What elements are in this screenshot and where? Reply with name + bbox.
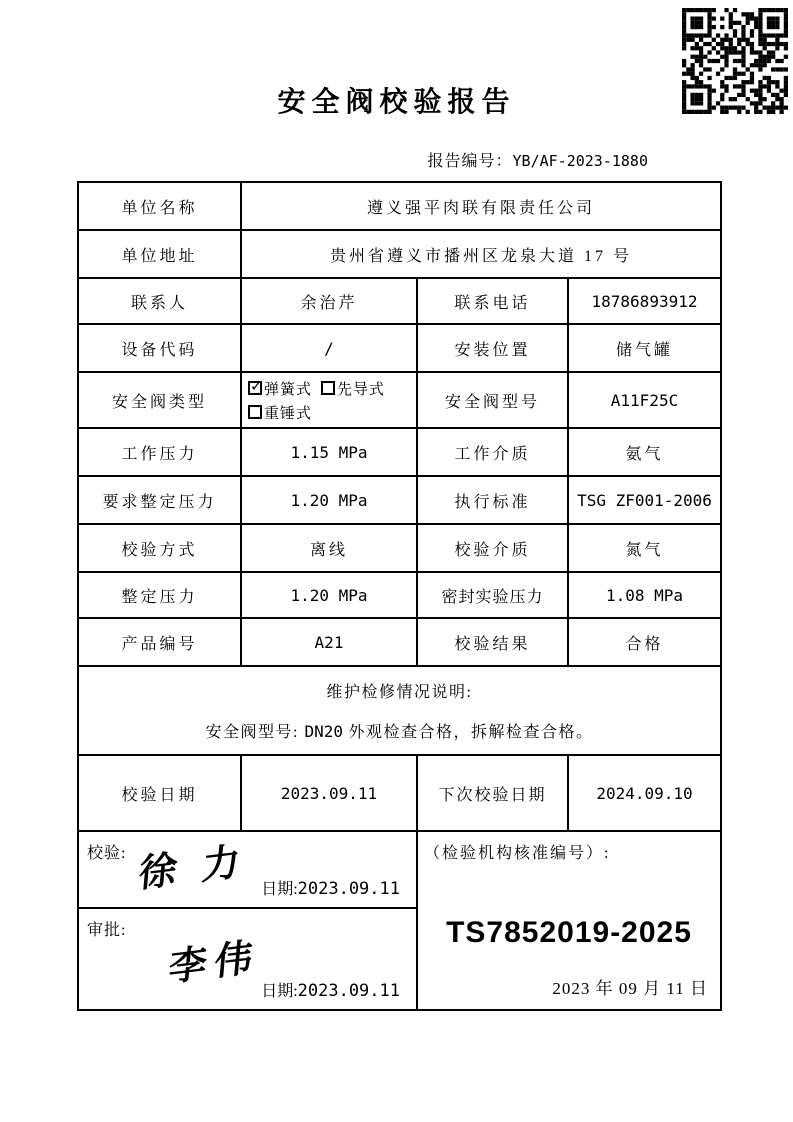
row-unit-name xyxy=(78,182,721,230)
report-number-value: YB/AF-2023-1880 xyxy=(512,152,648,170)
maintenance-note-text: 安全阀型号: DN20 外观检查合格，拆解检查合格。 xyxy=(205,722,594,741)
set-pressure-value: 1.20 MPa xyxy=(241,572,417,618)
calibration-date-value: 2023.09.11 xyxy=(241,755,417,831)
org-approval-number: TS7852019-2025 xyxy=(446,916,692,949)
row-unit-address xyxy=(78,230,721,278)
equipment-code-value: / xyxy=(241,324,417,372)
verifier-date: 日期:2023.09.11 xyxy=(261,879,400,899)
checkbox-unchecked-icon xyxy=(321,381,335,395)
unit-address-value: 贵州省遵义市播州区龙泉大道 17 号 xyxy=(241,230,721,278)
standard-value: TSG ZF001-2006 xyxy=(568,476,721,524)
checkbox-spring-type: ✓ 弹簧式 xyxy=(250,377,313,398)
unit-name-value: 遵义强平肉联有限责任公司 xyxy=(241,182,721,230)
checkbox-checked-icon: ✓ xyxy=(250,377,263,395)
report-number-label: 报告编号： xyxy=(427,153,513,170)
next-calibration-date-label: 下次校验日期 xyxy=(417,755,568,831)
approver-label: 审批: xyxy=(87,922,127,939)
working-medium-value: 氨气 xyxy=(568,428,721,476)
checkbox-unchecked-icon xyxy=(248,405,262,419)
maintenance-note xyxy=(78,666,721,755)
valve-type-label: 安全阀类型 xyxy=(78,372,241,428)
approver-signature: 李伟 xyxy=(167,936,263,991)
calibration-date-label: 校验日期 xyxy=(78,755,241,831)
page-title: 安全阀校验报告 xyxy=(277,87,516,118)
install-location-value: 储气罐 xyxy=(568,324,721,372)
row-verifier xyxy=(78,831,721,908)
row-set-pressure xyxy=(78,572,721,618)
contact-label: 联系人 xyxy=(78,278,241,324)
calibration-method-value: 离线 xyxy=(241,524,417,572)
row-working-pressure xyxy=(78,428,721,476)
row-calibration-method xyxy=(78,524,721,572)
seal-test-pressure-value: 1.08 MPa xyxy=(568,572,721,618)
valve-type-options xyxy=(241,372,417,428)
working-pressure-value: 1.15 MPa xyxy=(241,428,417,476)
seal-test-pressure-label: 密封实验压力 xyxy=(417,572,568,618)
equipment-code-label: 设备代码 xyxy=(78,324,241,372)
verifier-cell xyxy=(78,831,417,908)
org-approval-cell xyxy=(417,831,721,1010)
report-table xyxy=(77,181,722,1011)
row-product-no xyxy=(78,618,721,666)
standard-label: 执行标准 xyxy=(417,476,568,524)
required-set-pressure-value: 1.20 MPa xyxy=(241,476,417,524)
product-no-label: 产品编号 xyxy=(78,618,241,666)
working-medium-label: 工作介质 xyxy=(417,428,568,476)
row-contact xyxy=(78,278,721,324)
required-set-pressure-label: 要求整定压力 xyxy=(78,476,241,524)
set-pressure-label: 整定压力 xyxy=(78,572,241,618)
result-label: 校验结果 xyxy=(417,618,568,666)
result-value: 合格 xyxy=(568,618,721,666)
row-required-set-pressure xyxy=(78,476,721,524)
calibration-medium-label: 校验介质 xyxy=(417,524,568,572)
verifier-label: 校验: xyxy=(87,845,127,862)
next-calibration-date-value: 2024.09.10 xyxy=(568,755,721,831)
approver-cell xyxy=(78,908,417,1010)
report-number xyxy=(428,148,648,171)
working-pressure-label: 工作压力 xyxy=(78,428,241,476)
valve-model-value: A11F25C xyxy=(568,372,721,428)
unit-name-label: 单位名称 xyxy=(78,182,241,230)
row-valve-type xyxy=(78,372,721,428)
row-calibration-date xyxy=(78,755,721,831)
unit-address-label: 单位地址 xyxy=(78,230,241,278)
row-maintenance-note xyxy=(78,666,721,755)
valve-model-label: 安全阀型号 xyxy=(417,372,568,428)
contact-value: 余治芹 xyxy=(241,278,417,324)
approver-date: 日期:2023.09.11 xyxy=(261,981,400,1001)
org-approval-date: 2023 年 09 月 11 日 xyxy=(552,979,708,998)
product-no-value: A21 xyxy=(241,618,417,666)
verifier-signature: 徐 力 xyxy=(137,840,250,897)
phone-value: 18786893912 xyxy=(568,278,721,324)
calibration-medium-value: 氮气 xyxy=(568,524,721,572)
org-approval-label: （检验机构核准编号）: xyxy=(424,845,611,862)
checkbox-pilot-type: 先导式 xyxy=(321,378,385,399)
maintenance-note-title: 维护检修情况说明: xyxy=(326,684,473,701)
calibration-method-label: 校验方式 xyxy=(78,524,241,572)
row-equipment xyxy=(78,324,721,372)
install-location-label: 安装位置 xyxy=(417,324,568,372)
phone-label: 联系电话 xyxy=(417,278,568,324)
checkbox-weight-type: 重锤式 xyxy=(248,402,312,423)
